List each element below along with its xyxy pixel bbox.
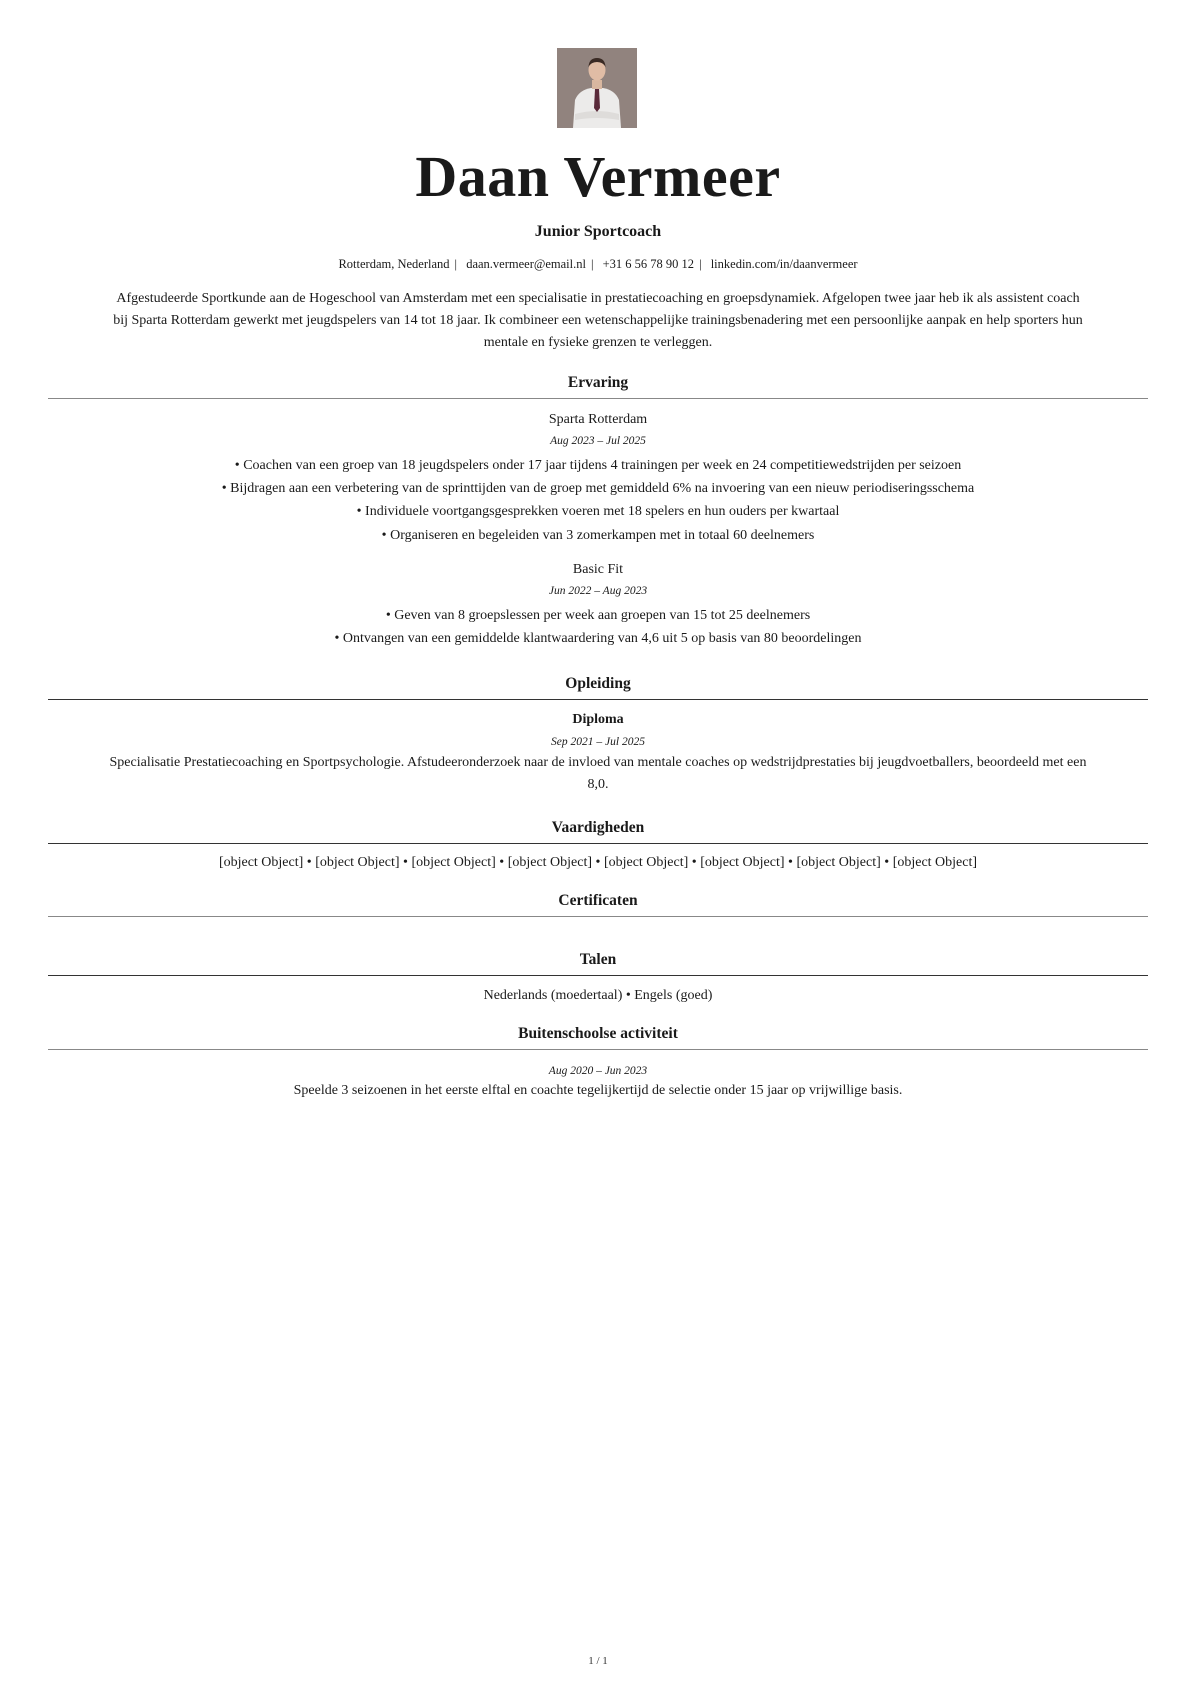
section-title-experience: Ervaring: [567, 374, 629, 391]
job-bullet: • Coachen van een groep van 18 jeugdspelers onder 17 jaar tijdens 4 trainingen per week en 24 competitiewedstrijden per seizoen: [48, 456, 1148, 476]
contact-line: [48, 256, 1148, 272]
contact-separator: |: [454, 257, 458, 271]
contact-email[interactable]: daan.vermeer@email.nl: [466, 257, 586, 271]
profile-summary: [48, 288, 1148, 354]
extracurricular-description: Speelde 3 seizoenen in het eerste elftal en coachte tegelijkertijd de selectie onder 15 jaar op vrijwillige basis.: [293, 1083, 903, 1098]
job-bullet: • Geven van 8 groepslessen per week aan groepen van 15 tot 25 deelnemers: [48, 606, 1148, 626]
job-bullet: • Organiseren en begeleiden van 3 zomerkampen met in totaal 60 deelnemers: [48, 526, 1148, 546]
section-divider: [48, 916, 1148, 917]
section-divider: [48, 699, 1148, 700]
job-title: Junior Sportcoach: [534, 223, 662, 240]
education-description-line: Specialisatie Prestatiecoaching en Sportpsychologie. Afstudeeronderzoek naar de invloed van mentale coaches op wedstrijdprestaties bij jeugdvoetballers, beoordeeld met een: [109, 755, 1087, 770]
skills-list: [object Object] • [object Object] • [object Object] • [object Object] • [object Object] • [object Object] • [object Object] • [object Object]: [218, 855, 978, 870]
contact-separator: |: [699, 257, 702, 271]
section-divider: [48, 843, 1148, 844]
contact-linkedin[interactable]: linkedin.com/in/daanvermeer: [710, 257, 858, 271]
summary-line: bij Sparta Rotterdam gewerkt met jeugdspelers van 14 tot 18 jaar. Ik combineer een wetenschappelijke trainingsbenadering met een persoonlijke aanpak en help sporters hun: [113, 313, 1083, 328]
job-dates: Jun 2022 – Aug 2023: [548, 585, 648, 597]
job-company: Basic Fit: [572, 562, 624, 577]
job-bullet: • Bijdragen aan een verbetering van de sprinttijden van de groep met gemiddeld 6% na invoering van een nieuw periodiseringsschema: [48, 479, 1148, 499]
section-title-education: Opleiding: [565, 675, 631, 692]
section-divider: [48, 398, 1148, 399]
job-bullet: • Individuele voortgangsgesprekken voeren met 18 spelers en hun ouders per kwartaal: [48, 502, 1148, 522]
profile-photo: [557, 48, 637, 128]
section-title-languages: Talen: [579, 951, 617, 968]
job-dates: Aug 2023 – Jul 2025: [550, 435, 646, 447]
contact-location: Rotterdam, Nederland: [338, 257, 450, 271]
summary-line: mentale en fysieke grenzen te verleggen.: [483, 335, 713, 350]
section-divider: [48, 1049, 1148, 1050]
education-dates: Sep 2021 – Jul 2025: [551, 736, 645, 748]
section-title-skills: Vaardigheden: [551, 819, 645, 836]
section-title-extracurricular: Buitenschoolse activiteit: [518, 1025, 678, 1042]
education-description-line: 8,0.: [587, 777, 609, 792]
section-title-certificates: Certificaten: [558, 892, 638, 909]
contact-separator: |: [590, 257, 594, 271]
page-indicator: 1 / 1: [588, 1655, 608, 1667]
candidate-name: Daan Vermeer: [415, 144, 781, 209]
person-photo-icon: [557, 48, 637, 128]
contact-phone: +31 6 56 78 90 12: [602, 257, 695, 271]
extracurricular-dates: Aug 2020 – Jun 2023: [548, 1065, 648, 1077]
languages-list: Nederlands (moedertaal) • Engels (goed): [483, 988, 713, 1003]
job-bullet: • Ontvangen van een gemiddelde klantwaardering van 4,6 uit 5 op basis van 80 beoordelingen: [48, 629, 1148, 649]
job-company: Sparta Rotterdam: [548, 412, 648, 427]
summary-line: Afgestudeerde Sportkunde aan de Hogeschool van Amsterdam met een specialisatie in prestatiecoaching en groepsdynamiek. Afgelopen twee jaar heb ik als assistent coach: [116, 291, 1080, 306]
section-divider: [48, 975, 1148, 976]
education-degree: Diploma: [572, 712, 624, 727]
